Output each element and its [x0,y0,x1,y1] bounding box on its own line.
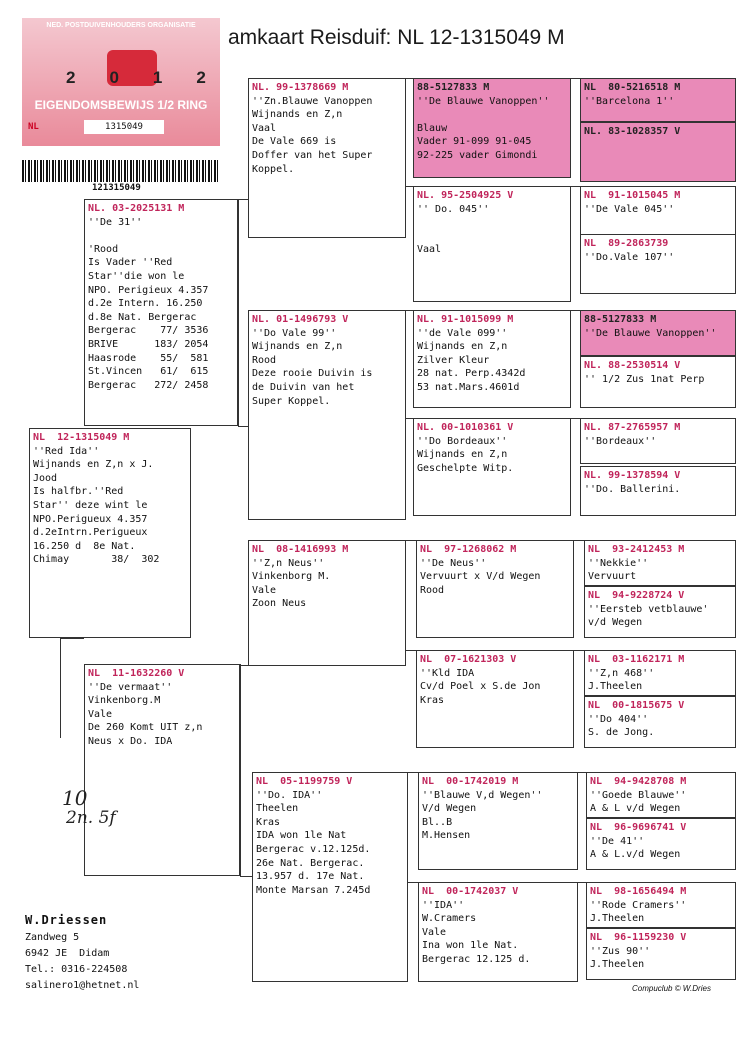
ring-number: NL 89-2863739 [584,238,669,249]
pedigree-line: ''Z,n Neus'' [252,557,325,569]
pedigree-box-g6 [580,356,736,408]
ring-number: NL 00-1815675 V [588,700,685,711]
owner-city: 6942 JE Didam [25,948,110,959]
pedigree-line: Star'' deze wint le [33,499,148,511]
pedigree-line: Rood [420,584,445,596]
pedigree-line: ''Zus 90'' [590,945,651,957]
ring-number: NL 97-1268062 M [420,544,517,555]
pedigree-line: d.8e Nat. Bergerac [88,311,197,323]
pedigree-box-dd [252,772,408,982]
pedigree-box-g14 [586,818,736,870]
pedigree-box-g13 [586,772,736,818]
pedigree-line: Bergerac 12.125 d. [422,953,531,965]
pedigree-line: ''De Blauwe Vanoppen'' [417,95,550,107]
pedigree-line: NPO. Perigieux 4.357 [88,284,209,296]
ring-number: NL 05-1199759 V [256,776,353,787]
pedigree-line: Neus x Do. IDA [88,735,173,747]
pedigree-line: De 260 Komt UIT z,n [88,722,203,734]
pedigree-line: Wijnands en Z,n [417,341,508,353]
card-country: NL [28,122,39,132]
pedigree-line: d.2e Intern. 16.250 [88,298,203,310]
pedigree-line: Kras [256,816,281,828]
connector-line [238,199,248,200]
pedigree-line: S. de Jong. [588,727,655,739]
connector-line [406,310,413,311]
handwritten-note-1: 10 [62,786,88,810]
pedigree-line: ''De vermaat'' [88,681,173,693]
pedigree-line: de Duivin van het [252,381,355,393]
pedigree-line: ''Goede Blauwe'' [590,789,687,801]
pedigree-line [417,230,567,244]
pedigree-line: 28 nat. Perp.4342d [417,368,526,380]
pedigree-line: 26e Nat. Bergerac. [256,857,365,869]
ring-number: NL 07-1621303 V [420,654,517,665]
pedigree-box-sire [84,199,238,426]
pedigree-line: Cv/d Poel x S.de Jon [420,681,541,693]
connector-line [240,665,248,666]
ring-number: NL. 83-1028357 V [584,126,681,137]
pedigree-line: ''Do. Ballerini. [584,483,681,495]
ring-number: NL 91-1015045 M [584,190,681,201]
pedigree-line: Vale [252,584,277,596]
pedigree-line: Vinkenborg M. [252,571,331,583]
pedigree-box-ddd [418,882,578,982]
ring-number: NL 96-9696741 V [590,822,687,833]
pedigree-box-g8 [580,466,736,516]
pedigree-box-subject [29,428,191,638]
ring-number: NL 94-9228724 V [588,590,685,601]
pedigree-box-g10 [584,586,736,638]
pedigree-line: Bergerac v.12.125d. [256,843,371,855]
pedigree-box-dam [84,664,240,876]
ring-number: NL. 91-1015099 M [417,314,514,325]
connector-line [578,772,586,773]
pedigree-line: ''Kld IDA [420,667,475,679]
pedigree-line: A & L.v/d Wegen [590,849,681,861]
pedigree-line: Jood [33,472,58,484]
pedigree-line: ''Do Vale 99'' [252,327,337,339]
pedigree-line: ''Blauwe V,d Wegen'' [422,789,543,801]
ring-number: NL 96-1159230 V [590,932,687,943]
pedigree-line: ''De Blauwe Vanoppen'' [584,327,717,339]
card-label: EIGENDOMSBEWIJS 1/2 RING [34,98,208,112]
ring-number: NL 93-2412453 M [588,544,685,555]
pedigree-line: ''Z,n 468'' [588,667,655,679]
card-year: 2012 [66,68,240,87]
connector-line [406,418,413,419]
pedigree-line [417,108,567,122]
ring-number: NL 94-9428708 M [590,776,687,787]
pedigree-line: ''De Neus'' [420,557,487,569]
pedigree-line: Rood [252,354,277,366]
pedigree-box-g12 [584,696,736,748]
connector-line [408,772,418,773]
connector-line [571,310,580,311]
ring-number: NL 12-1315049 M [33,432,130,443]
pedigree-line: 92-225 vader Gimondi [417,149,538,161]
ring-number: NL. 03-2025131 M [88,203,185,214]
pedigree-box-g4 [580,234,736,294]
pedigree-line: ''Zn.Blauwe Vanoppen [252,95,373,107]
connector-line [574,650,584,651]
pedigree-line: 16.250 d 8e Nat. [33,540,136,552]
pedigree-line: 13.957 d. 17e Nat. [256,871,365,883]
connector-line [406,650,416,651]
pedigree-line: Vervuurt x V/d Wegen [420,571,541,583]
pedigree-line: ''Eersteb vetblauwe' [588,603,709,615]
organization-name: NED. POSTDUIVENHOUDERS ORGANISATIE [46,22,196,29]
software-credit: Compuclub © W.Dries [632,984,711,993]
pedigree-line: d.2eIntrn.Perigueux [33,527,148,539]
pedigree-line: Vervuurt [588,571,637,583]
pedigree-line: J.Theelen [590,913,645,925]
ring-number: NL. 95-2504925 V [417,190,514,201]
connector-line [240,876,252,877]
pedigree-line [417,216,567,230]
pedigree-line: Vinkenborg.M [88,695,161,707]
pedigree-box-dss [416,540,574,638]
connector-line [238,199,239,426]
ring-number: 88-5127833 M [584,314,657,325]
pedigree-line: ''De 31'' [88,216,143,228]
ring-number: NL. 99-1378669 M [252,82,349,93]
pedigree-line: 53 nat.Mars.4601d [417,381,520,393]
connector-line [574,540,584,541]
pedigree-line: ''Do 404'' [588,713,649,725]
pedigree-line: Vale [422,926,447,938]
pedigree-line: ''De 41'' [590,835,645,847]
pedigree-box-g7 [580,418,736,464]
ring-number: NL. 88-2530514 V [584,360,681,371]
connector-line [240,664,241,876]
pedigree-line: M.Hensen [422,830,471,842]
pedigree-line: BRIVE 183/ 2054 [88,338,209,350]
connector-line [238,426,248,427]
pedigree-line: Bl..B [422,816,453,828]
card-ring-number: 1315049 [84,120,164,134]
pedigree-line: '' 1/2 Zus 1nat Perp [584,373,705,385]
pedigree-line: Wijnands en Z,n [252,341,343,353]
connector-line [578,882,586,883]
pedigree-line: Star''die won le [88,270,185,282]
pedigree-line: NPO.Perigueux 4.357 [33,513,148,525]
pedigree-line: ''Bordeaux'' [584,435,657,447]
pedigree-box-sd [248,310,406,520]
pedigree-line: ''Do. IDA'' [256,789,323,801]
pedigree-box-ds [248,540,406,666]
ring-number: NL. 99-1378594 V [584,470,681,481]
pedigree-box-dds [418,772,578,870]
pedigree-box-sss [413,78,571,178]
owner-info [25,912,139,994]
pedigree-line: Monte Marsan 7.245d [256,884,371,896]
ring-number: NL 00-1742019 M [422,776,519,787]
handwritten-note-2: 2n. 5f [66,808,116,828]
pedigree-box-g9 [584,540,736,586]
pedigree-box-g3 [580,186,736,236]
pedigree-line: A & L v/d Wegen [590,803,681,815]
pedigree-line: Wijnands en Z,n [417,449,508,461]
pedigree-line: W.Cramers [422,913,477,925]
pedigree-line: Deze rooie Duivin is [252,368,373,380]
pedigree-line: Vaal [252,122,277,134]
pedigree-box-g5 [580,310,736,356]
barcode-number: 121315049 [92,183,141,193]
pedigree-line: Kras [420,694,445,706]
ring-ownership-card [22,18,240,146]
pedigree-line: J.Theelen [590,959,645,971]
ring-number: 88-5127833 M [417,82,490,93]
ring-number: NL. 01-1496793 V [252,314,349,325]
connector-line [228,199,238,200]
pedigree-line: v/d Wegen [588,617,643,629]
connector-line [571,418,580,419]
pedigree-box-ss [248,78,406,238]
pedigree-line: Ina won 1le Nat. [422,940,519,952]
ring-number: NL. 87-2765957 M [584,422,681,433]
connector-line [406,540,416,541]
pedigree-line: Chimay 38/ 302 [33,554,160,566]
owner-name: W.Driessen [25,913,108,927]
pedigree-line: ''IDA'' [422,899,465,911]
ring-number: NL 03-1162171 M [588,654,685,665]
pedigree-line: ''Red Ida'' [33,445,100,457]
ring-number: NL 98-1656494 M [590,886,687,897]
pedigree-line: Zoon Neus [252,598,307,610]
pedigree-line: Bergerac 272/ 2458 [88,379,209,391]
ring-number: NL 11-1632260 V [88,668,185,679]
pedigree-box-ssd [413,186,571,302]
connector-line [571,78,580,79]
pedigree-line: Koppel. [252,163,295,175]
page-title: amkaart Reisduif: NL 12-1315049 M [228,26,565,49]
pedigree-box-sdd [413,418,571,516]
pedigree-line: Vaal [417,244,442,256]
pedigree-line: ''De Vale 045'' [584,203,675,215]
owner-address: Zandweg 5 [25,932,80,943]
ring-number: NL 80-5216518 M [584,82,681,93]
ring-number: NL. 00-1010361 V [417,422,514,433]
pedigree-line: V/d Wegen [422,803,477,815]
pedigree-line: St.Vincen 61/ 615 [88,366,209,378]
pedigree-line: Is Vader ''Red [88,257,173,269]
connector-line [571,186,580,187]
pedigree-line: Is halfbr.''Red [33,486,124,498]
pedigree-line: Blauw [417,122,448,134]
pedigree-box-sds [413,310,571,408]
pedigree-line: 'Rood [88,243,119,255]
pedigree-box-dsd [416,650,574,748]
pedigree-line: ''Barcelona 1'' [584,95,675,107]
pedigree-line: Theelen [256,803,299,815]
pedigree-line: Haasrode 55/ 581 [88,352,209,364]
connector-line [408,882,418,883]
owner-email[interactable]: salinero1@hetnet.nl [25,980,140,991]
ring-number: NL 00-1742037 V [422,886,519,897]
pedigree-line: Vale [88,708,113,720]
pedigree-box-g2 [580,122,736,182]
pedigree-line: Wijnands en Z,n [252,109,343,121]
pedigree-line: ''Rode Cramers'' [590,899,687,911]
pedigree-line [88,229,234,243]
pedigree-box-g11 [584,650,736,696]
pedigree-line: '' Do. 045'' [417,203,490,215]
connector-line [60,638,84,639]
pedigree-line: IDA won 1le Nat [256,830,347,842]
pedigree-line: Bergerac 77/ 3536 [88,325,209,337]
pedigree-box-g1 [580,78,736,122]
pedigree-line: ''de Vale 099'' [417,327,508,339]
ring-number: NL 08-1416993 M [252,544,349,555]
pedigree-line: De Vale 669 is [252,136,337,148]
owner-phone: Tel.: 0316-224508 [25,964,128,975]
pedigree-line: J.Theelen [588,681,643,693]
pedigree-line: Vader 91-099 91-045 [417,136,532,148]
pedigree-line: ''Do.Vale 107'' [584,251,675,263]
pedigree-line: ''Do Bordeaux'' [417,435,508,447]
pedigree-line: Doffer van het Super [252,149,373,161]
connector-line [60,638,61,738]
barcode [22,160,220,182]
pedigree-line: Super Koppel. [252,395,331,407]
connector-line [406,186,413,187]
connector-line [406,78,413,79]
pedigree-line: Geschelpte Witp. [417,462,514,474]
pedigree-line: Wijnands en Z,n x J. [33,459,154,471]
pedigree-box-g15 [586,882,736,928]
pedigree-line: Zilver Kleur [417,354,490,366]
pedigree-line: ''Nekkie'' [588,557,649,569]
pedigree-box-g16 [586,928,736,980]
